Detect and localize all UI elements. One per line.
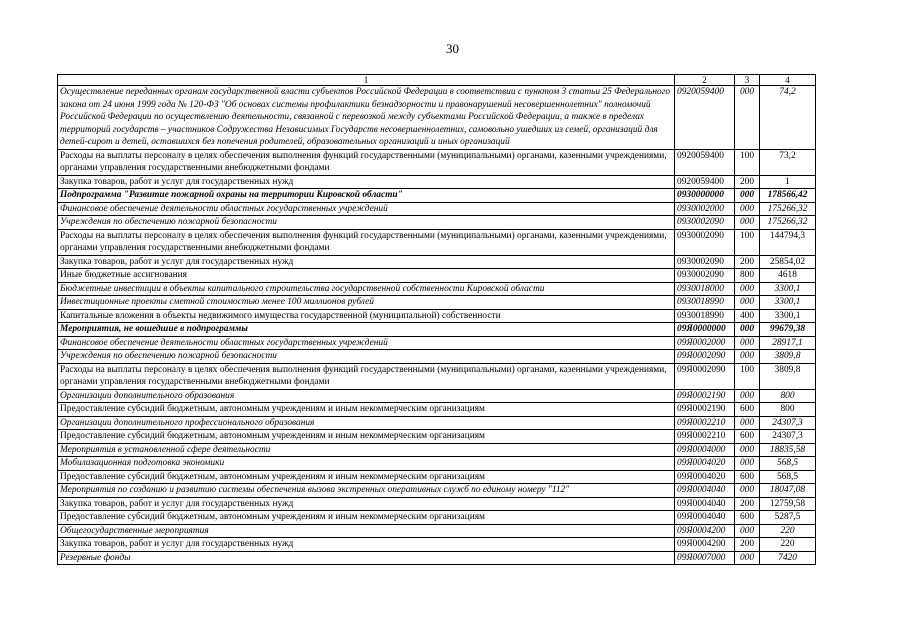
table-row [58,470,816,484]
row-vr-cell: 000 [735,336,760,350]
row-code-cell: 0930000000 [675,189,735,203]
row-code-cell: 09Я0004000 [675,443,735,457]
row-vr-cell: 200 [735,538,760,552]
row-vr-cell: 000 [735,216,760,230]
row-vr-cell: 600 [735,403,760,417]
row-amount-cell: 24307,3 [760,430,816,444]
row-code-cell: 0930018990 [675,296,735,310]
row-name-cell: Организации дополнительного образования [58,389,675,403]
table-row [58,551,816,565]
row-code-cell: 09Я0004040 [675,484,735,498]
row-vr-cell: 800 [735,269,760,283]
budget-table [57,74,816,565]
table-row [58,511,816,525]
row-name-cell: Учреждения по обеспечению пожарной безопасности [58,350,675,364]
row-amount-cell: 1 [760,175,816,189]
row-amount-cell: 3809,8 [760,350,816,364]
table-row [58,457,816,471]
table-row [58,296,816,310]
table-body [58,86,816,565]
row-name-cell: Финансовое обеспечение деятельности областных государственных учреждений [58,202,675,216]
row-name-cell: Резервные фонды [58,551,675,565]
row-name-cell: Расходы на выплаты персоналу в целях обеспечения выполнения функций государственными (муниципальными) органами, казенными учреждениями, органами управления государственными внебюджетными фондами [58,149,675,175]
row-amount-cell: 5287,5 [760,511,816,525]
row-name-cell: Организации дополнительного профессионального образования [58,416,675,430]
table-row [58,538,816,552]
row-code-cell: 09Я0002190 [675,389,735,403]
row-amount-cell: 12759,58 [760,497,816,511]
row-name-cell: Общегосударственные мероприятия [58,524,675,538]
row-code-cell: 09Я0004040 [675,497,735,511]
row-amount-cell: 99679,38 [760,323,816,337]
row-vr-cell: 000 [735,323,760,337]
table-row [58,336,816,350]
row-amount-cell: 25854,02 [760,255,816,269]
row-amount-cell: 220 [760,524,816,538]
row-vr-cell: 600 [735,511,760,525]
row-vr-cell: 000 [735,443,760,457]
row-name-cell: Предоставление субсидий бюджетным, автономным учреждениям и иным некоммерческим организациям [58,403,675,417]
table-row [58,149,816,175]
header-col-2: 2 [675,75,735,86]
row-name-cell: Мероприятия по созданию и развитию системы обеспечения вызова экстренных оперативных служб по единому номеру "112" [58,484,675,498]
page-number: 30 [446,41,459,56]
row-vr-cell: 100 [735,363,760,389]
row-vr-cell: 200 [735,175,760,189]
row-amount-cell: 175266,32 [760,202,816,216]
row-vr-cell: 400 [735,309,760,323]
row-name-cell: Мобилизационная подготовка экономики [58,457,675,471]
header-col-3: 3 [735,75,760,86]
row-name-cell: Мероприятия в установленной сфере деятельности [58,443,675,457]
row-code-cell: 09Я0004020 [675,470,735,484]
row-vr-cell: 000 [735,282,760,296]
row-name-cell: Иные бюджетные ассигнования [58,269,675,283]
row-amount-cell: 4618 [760,269,816,283]
row-vr-cell: 000 [735,350,760,364]
table-row [58,497,816,511]
row-name-cell: Предоставление субсидий бюджетным, автономным учреждениям и иным некоммерческим организациям [58,470,675,484]
row-name-cell: Подпрограмма "Развитие пожарной охраны на территории Кировской области" [58,189,675,203]
row-amount-cell: 3300,1 [760,309,816,323]
row-code-cell: 09Я0002210 [675,430,735,444]
row-name-cell: Капитальные вложения в объекты недвижимого имущества государственной (муниципальной) собственности [58,309,675,323]
row-code-cell: 0930018990 [675,309,735,323]
row-amount-cell: 73,2 [760,149,816,175]
row-vr-cell: 000 [735,202,760,216]
row-amount-cell: 800 [760,389,816,403]
row-code-cell: 0920059400 [675,175,735,189]
row-vr-cell: 000 [735,86,760,150]
table-row [58,416,816,430]
table-row [58,202,816,216]
row-name-cell: Закупка товаров, работ и услуг для государственных нужд [58,255,675,269]
row-code-cell: 0920059400 [675,149,735,175]
table-row [58,269,816,283]
table-row [58,430,816,444]
row-name-cell: Учреждения по обеспечению пожарной безопасности [58,216,675,230]
row-vr-cell: 000 [735,551,760,565]
row-vr-cell: 600 [735,470,760,484]
row-name-cell: Закупка товаров, работ и услуг для государственных нужд [58,497,675,511]
row-name-cell: Предоставление субсидий бюджетным, автономным учреждениям и иным некоммерческим организациям [58,511,675,525]
row-name-cell: Инвестиционные проекты сметной стоимостью менее 100 миллионов рублей [58,296,675,310]
row-name-cell: Закупка товаров, работ и услуг для государственных нужд [58,538,675,552]
row-amount-cell: 7420 [760,551,816,565]
header-col-1: 1 [58,75,675,86]
table-row [58,350,816,364]
row-vr-cell: 200 [735,255,760,269]
row-amount-cell: 220 [760,538,816,552]
row-name-cell: Осуществление переданных органам государственной власти субъектов Российской Федерации в соответствии с пунктом 3 статьи 25 Федерального закона от 24 июня 1999 года № 120-ФЗ "Об основах системы профилактики безнадзорности и правонарушений несовершеннолетних" полномочий Российской Федерации по осуществлению деятельности, связанной с перевозкой между субъектами Российской Федерации, а также в пределах территорий государств – участников Содружества Независимых Государств несовершеннолетних, самовольно ушедших из семей, организаций для детей-сирот и детей, оставшихся без попечения родителей, образовательных организаций и иных организаций [58,86,675,150]
row-vr-cell: 000 [735,457,760,471]
table-row [58,363,816,389]
row-vr-cell: 100 [735,149,760,175]
header-col-4: 4 [760,75,816,86]
row-code-cell: 09Я0004020 [675,457,735,471]
table-row [58,255,816,269]
row-vr-cell: 000 [735,189,760,203]
row-amount-cell: 3300,1 [760,296,816,310]
row-amount-cell: 18835,58 [760,443,816,457]
row-code-cell: 0930002090 [675,216,735,230]
row-vr-cell: 000 [735,296,760,310]
table-header-row [58,75,816,86]
row-code-cell: 0930002000 [675,202,735,216]
table-row [58,484,816,498]
row-code-cell: 09Я0002190 [675,403,735,417]
row-name-cell: Закупка товаров, работ и услуг для государственных нужд [58,175,675,189]
row-code-cell: 09Я0002210 [675,416,735,430]
row-code-cell: 09Я0004200 [675,538,735,552]
table-row [58,229,816,255]
row-code-cell: 0930002090 [675,229,735,255]
table-row [58,323,816,337]
row-amount-cell: 144794,3 [760,229,816,255]
table-row [58,282,816,296]
table-row [58,403,816,417]
row-code-cell: 09Я0002000 [675,336,735,350]
row-code-cell: 0920059400 [675,86,735,150]
row-amount-cell: 568,5 [760,457,816,471]
row-vr-cell: 000 [735,524,760,538]
row-amount-cell: 28917,1 [760,336,816,350]
row-vr-cell: 000 [735,416,760,430]
row-code-cell: 09Я0004040 [675,511,735,525]
table-row [58,86,816,150]
row-amount-cell: 24307,3 [760,416,816,430]
row-code-cell: 09Я0002090 [675,350,735,364]
row-amount-cell: 18047,08 [760,484,816,498]
table-row [58,524,816,538]
row-vr-cell: 200 [735,497,760,511]
row-amount-cell: 568,5 [760,470,816,484]
row-code-cell: 0930002090 [675,255,735,269]
table-row [58,189,816,203]
row-code-cell: 0930002090 [675,269,735,283]
row-amount-cell: 3809,8 [760,363,816,389]
table-row [58,175,816,189]
table-row [58,443,816,457]
row-code-cell: 09Я0007000 [675,551,735,565]
row-vr-cell: 100 [735,229,760,255]
row-code-cell: 09Я0004200 [675,524,735,538]
row-vr-cell: 600 [735,430,760,444]
table-row [58,216,816,230]
row-amount-cell: 800 [760,403,816,417]
row-amount-cell: 74,2 [760,86,816,150]
row-code-cell: 0930018000 [675,282,735,296]
row-code-cell: 09Я0002090 [675,363,735,389]
row-amount-cell: 175266,32 [760,216,816,230]
row-code-cell: 09Я0000000 [675,323,735,337]
row-name-cell: Мероприятия, не вошедшие в подпрограммы [58,323,675,337]
row-name-cell: Финансовое обеспечение деятельности областных государственных учреждений [58,336,675,350]
row-vr-cell: 000 [735,484,760,498]
table-row [58,309,816,323]
row-name-cell: Расходы на выплаты персоналу в целях обеспечения выполнения функций государственными (муниципальными) органами, казенными учреждениями, органами управления государственными внебюджетными фондами [58,229,675,255]
row-amount-cell: 3300,1 [760,282,816,296]
table-row [58,389,816,403]
row-amount-cell: 178566,42 [760,189,816,203]
row-name-cell: Расходы на выплаты персоналу в целях обеспечения выполнения функций государственными (муниципальными) органами, казенными учреждениями, органами управления государственными внебюджетными фондами [58,363,675,389]
row-vr-cell: 000 [735,389,760,403]
row-name-cell: Предоставление субсидий бюджетным, автономным учреждениям и иным некоммерческим организациям [58,430,675,444]
row-name-cell: Бюджетные инвестиции в объекты капитального строительства государственной собственности Кировской области [58,282,675,296]
